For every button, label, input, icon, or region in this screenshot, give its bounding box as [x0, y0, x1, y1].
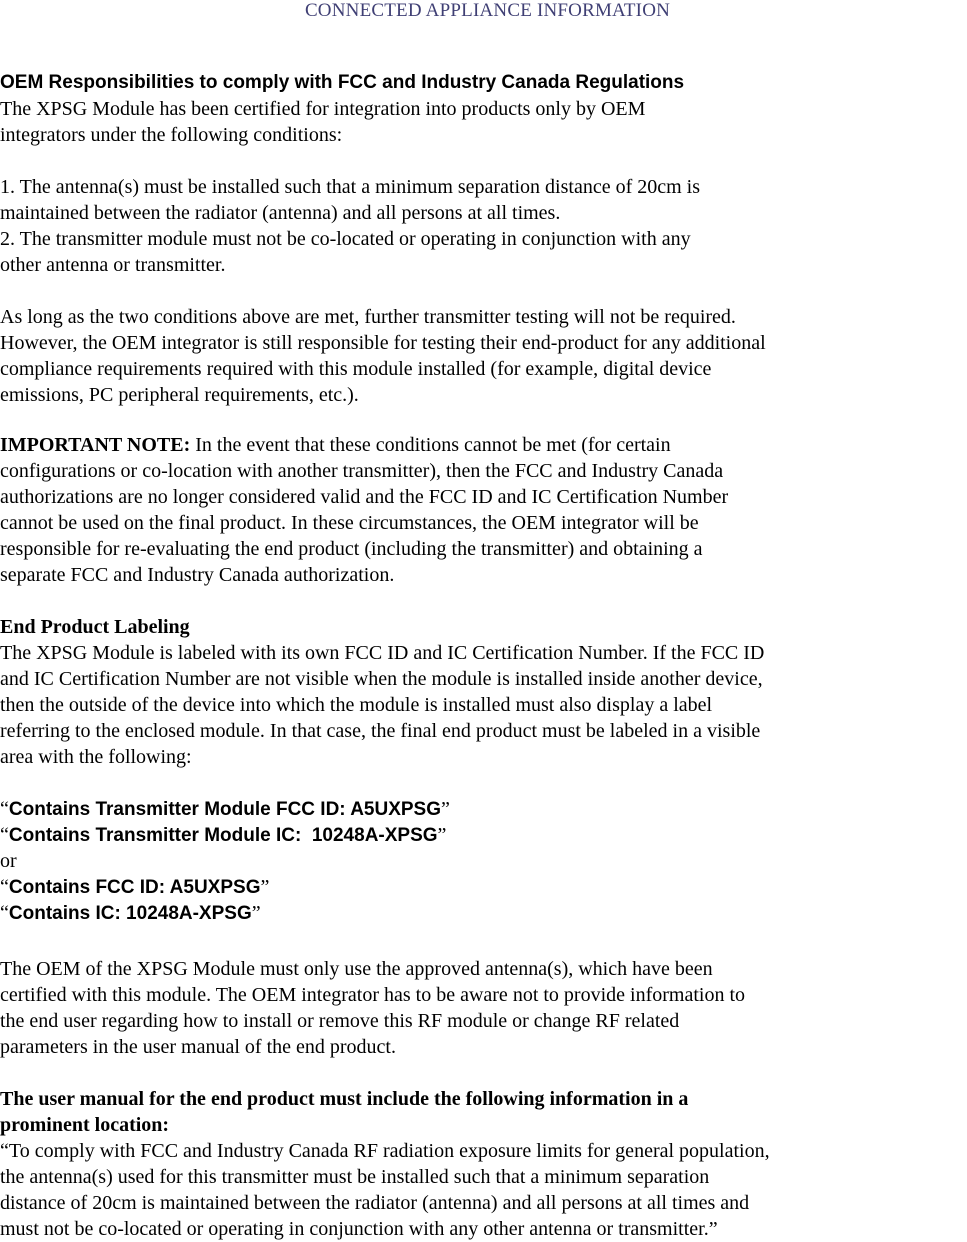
important-note-line-1	[0, 432, 671, 458]
oem-intro-line-1: The XPSG Module has been certified for integration into products only by OEM	[0, 98, 646, 120]
condition-line-1: 1. The antenna(s) must be installed such that a minimum separation distance of 20cm is	[0, 176, 701, 198]
label-fcc-module-text: Contains Transmitter Module FCC ID: A5UXPSG	[8, 799, 442, 820]
manual-line-2: the antenna(s) used for this transmitter must be installed such that a minimum separation	[0, 1166, 710, 1188]
labeling-line-3: then the outside of the device into which the module is installed must also display a label	[0, 694, 713, 716]
label-ic-module-text: Contains Transmitter Module IC: 10248A-XPSG	[8, 825, 438, 846]
as-long-line-4: emissions, PC peripheral requirements, etc.).	[0, 384, 359, 406]
antenna-line-2: certified with this module. The OEM integrator has to be aware not to provide information to	[0, 984, 745, 1006]
close-quote: ”	[260, 876, 270, 898]
condition-line-2: maintained between the radiator (antenna) and all persons at all times.	[0, 202, 561, 224]
open-quote: “	[0, 798, 9, 820]
close-quote: ”	[437, 824, 447, 846]
labeling-line-4: referring to the enclosed module. In that case, the final end product must be labeled in a visible	[0, 720, 761, 742]
manual-line-3: distance of 20cm is maintained between the radiator (antenna) and all persons at all times and	[0, 1192, 750, 1214]
manual-line-4: must not be co-located or operating in conjunction with any other antenna or transmitter.”	[0, 1218, 718, 1240]
important-note-line-3: authorizations are no longer considered valid and the FCC ID and IC Certification Number	[0, 486, 729, 508]
manual-heading-line-2: prominent location:	[0, 1114, 170, 1136]
important-note-label: IMPORTANT NOTE:	[0, 434, 191, 456]
important-note-line-2: configurations or co-location with another transmitter), then the FCC and Industry Canada	[0, 460, 724, 482]
oem-heading: OEM Responsibilities to comply with FCC and Industry Canada Regulations	[0, 72, 685, 93]
label-or: or	[0, 850, 17, 872]
label-ic-text: Contains IC: 10248A-XPSG	[8, 903, 252, 924]
antenna-line-3: the end user regarding how to install or remove this RF module or change RF related	[0, 1010, 680, 1032]
important-note-line-6: separate FCC and Industry Canada authorization.	[0, 564, 395, 586]
manual-heading-line-1: The user manual for the end product must include the following information in a	[0, 1088, 689, 1110]
as-long-line-3: compliance requirements required with this module installed (for example, digital device	[0, 358, 712, 380]
open-quote: “	[0, 902, 9, 924]
labeling-heading: End Product Labeling	[0, 616, 190, 638]
close-quote: ”	[251, 902, 261, 924]
label-fcc	[0, 874, 269, 901]
important-note-text: In the event that these conditions cannot be met (for certain	[190, 434, 671, 456]
open-quote: “	[0, 876, 9, 898]
label-fcc-text: Contains FCC ID: A5UXPSG	[8, 877, 261, 898]
manual-line-1: “To comply with FCC and Industry Canada RF radiation exposure limits for general population,	[0, 1140, 770, 1162]
label-fcc-module	[0, 796, 450, 823]
labeling-line-5: area with the following:	[0, 746, 192, 768]
label-ic-module	[0, 822, 446, 849]
as-long-line-1: As long as the two conditions above are met, further transmitter testing will not be required.	[0, 306, 736, 328]
page-header: CONNECTED APPLIANCE INFORMATION	[304, 0, 671, 21]
open-quote: “	[0, 824, 9, 846]
important-note-line-4: cannot be used on the final product. In these circumstances, the OEM integrator will be	[0, 512, 699, 534]
oem-intro-line-2: integrators under the following conditions:	[0, 124, 343, 146]
as-long-line-2: However, the OEM integrator is still responsible for testing their end-product for any additional	[0, 332, 766, 354]
label-ic	[0, 900, 261, 927]
antenna-line-4: parameters in the user manual of the end product.	[0, 1036, 396, 1058]
important-note-line-5: responsible for re-evaluating the end product (including the transmitter) and obtaining a	[0, 538, 703, 560]
condition-line-3: 2. The transmitter module must not be co-located or operating in conjunction with any	[0, 228, 691, 250]
labeling-line-1: The XPSG Module is labeled with its own FCC ID and IC Certification Number. If the FCC ID	[0, 642, 765, 664]
labeling-line-2: and IC Certification Number are not visible when the module is installed inside another device,	[0, 668, 763, 690]
condition-line-4: other antenna or transmitter.	[0, 254, 226, 276]
close-quote: ”	[441, 798, 450, 820]
antenna-line-1: The OEM of the XPSG Module must only use the approved antenna(s), which have been	[0, 958, 713, 980]
